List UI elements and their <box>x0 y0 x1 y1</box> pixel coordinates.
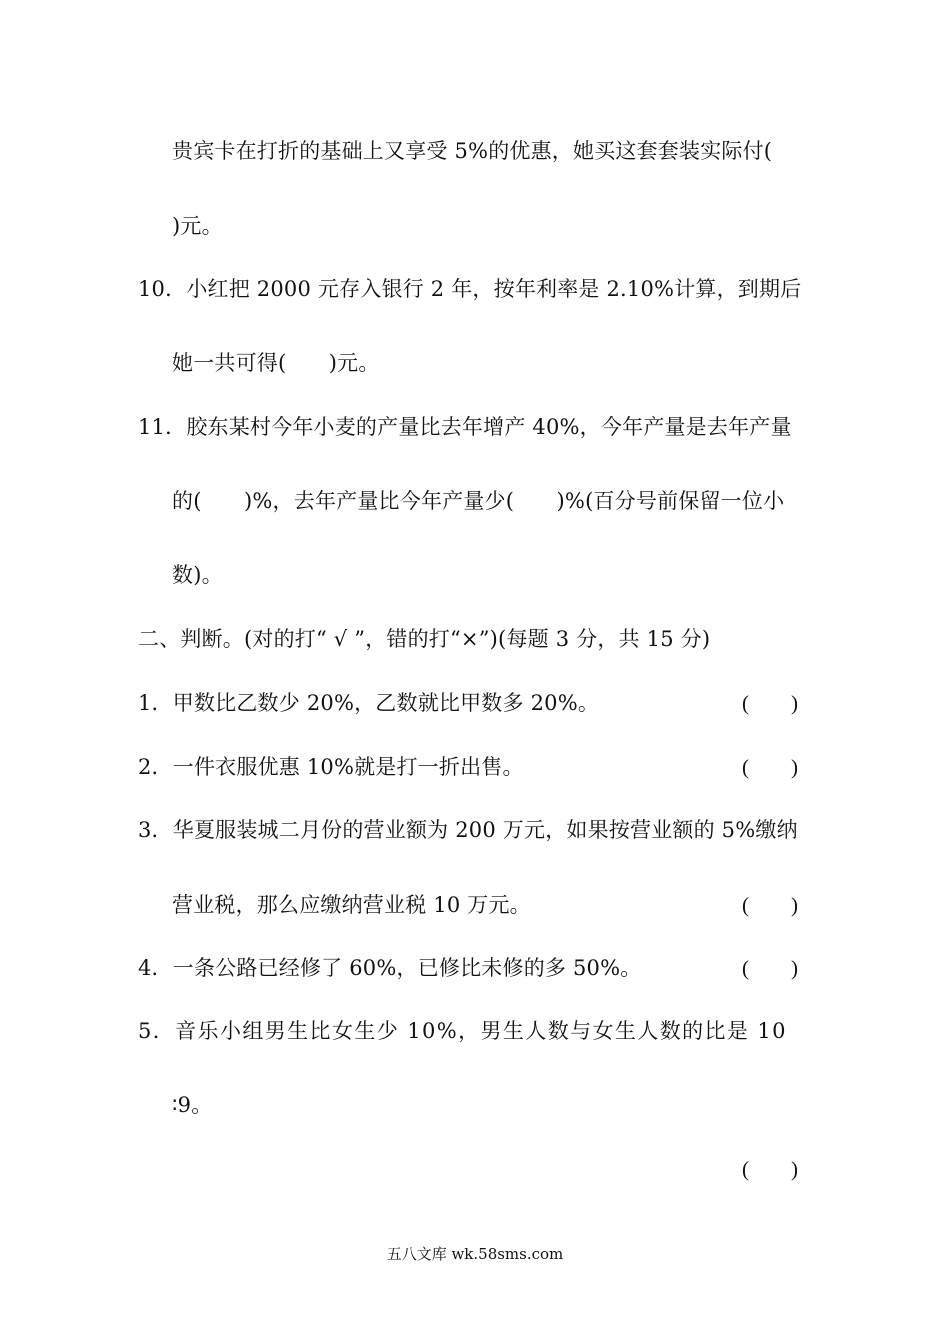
question-9-continuation-line-1: 贵宾卡在打折的基础上又享受 5%的优惠，她买这套套装实际付( <box>172 139 773 163</box>
question-9-continuation-line-2: )元。 <box>172 214 223 238</box>
question-11-line-1: 11．胶东某村今年小麦的产量比去年增产 40%，今年产量是去年产量 <box>138 415 792 439</box>
question-10-line-1: 10．小红把 2000 元存入银行 2 年，按年利率是 2.10%计算，到期后 <box>138 277 802 301</box>
question-11-line-3: 数)。 <box>172 563 223 587</box>
judgment-5-answer-bracket: ( ) <box>742 1157 798 1181</box>
question-10-line-2: 她一共可得( )元。 <box>172 351 380 375</box>
judgment-4-answer-bracket: ( ) <box>742 956 798 980</box>
judgment-2-answer-bracket: ( ) <box>742 755 798 779</box>
judgment-1-answer-bracket: ( ) <box>742 691 798 715</box>
page-footer: 五八文库 wk.58sms.com <box>386 1245 564 1263</box>
judgment-3-answer-bracket: ( ) <box>742 893 798 917</box>
judgment-5-line-2: ∶9。 <box>172 1093 213 1117</box>
judgment-4: 4．一条公路已经修了 60%，已修比未修的多 50%。 <box>138 956 642 980</box>
question-11-line-2: 的( )%，去年产量比今年产量少( )%(百分号前保留一位小 <box>172 489 785 513</box>
judgment-5-line-1: 5．音乐小组男生比女生少 10%，男生人数与女生人数的比是 10 <box>138 1019 787 1043</box>
judgment-3-line-2: 营业税，那么应缴纳营业税 10 万元。 <box>172 893 531 917</box>
section-2-title: 二、判断。(对的打“ √ ”，错的打“×”)(每题 3 分，共 15 分) <box>138 627 711 651</box>
judgment-3-line-1: 3．华夏服装城二月份的营业额为 200 万元，如果按营业额的 5%缴纳 <box>138 818 798 842</box>
judgment-2: 2．一件衣服优惠 10%就是打一折出售。 <box>138 755 524 779</box>
judgment-1: 1．甲数比乙数少 20%，乙数就比甲数多 20%。 <box>138 691 600 715</box>
